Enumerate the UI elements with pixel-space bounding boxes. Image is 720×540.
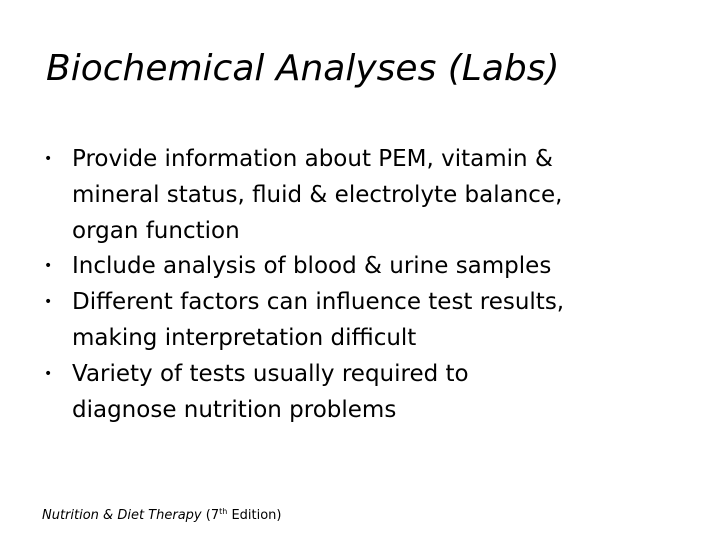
bullet-line: making interpretation difficult	[72, 324, 417, 351]
bullet-item	[44, 249, 706, 285]
bullet-line: Include analysis of blood & urine samples	[72, 253, 552, 280]
bullet-line: organ function	[72, 217, 240, 244]
bullet-line: mineral status, fluid & electrolyte balance,	[72, 181, 563, 208]
bullet-item	[44, 142, 706, 249]
bullet-item	[44, 357, 706, 429]
bullet-dot-icon: •	[44, 151, 53, 167]
footer-edition-close: Edition)	[227, 508, 282, 523]
slide-title: Biochemical Analyses (Labs)	[46, 48, 560, 89]
bullet-dot-icon: •	[44, 294, 53, 311]
bullet-item	[44, 285, 706, 357]
bullet-dot-icon: •	[44, 258, 53, 275]
bullet-line: Different factors can influence test results,	[72, 289, 565, 316]
bullet-line: Variety of tests usually required to	[72, 360, 469, 387]
bullet-dot-icon: •	[44, 365, 53, 382]
footer-edition-superscript: th	[219, 507, 228, 516]
footer-citation	[42, 507, 282, 525]
footer-book-title: Nutrition & Diet Therapy	[42, 508, 202, 523]
bullet-line: diagnose nutrition problems	[72, 396, 397, 423]
footer-edition-open: (7	[201, 508, 220, 523]
bullet-line: Provide information about PEM, vitamin &	[72, 146, 553, 172]
bullet-list	[44, 142, 706, 428]
